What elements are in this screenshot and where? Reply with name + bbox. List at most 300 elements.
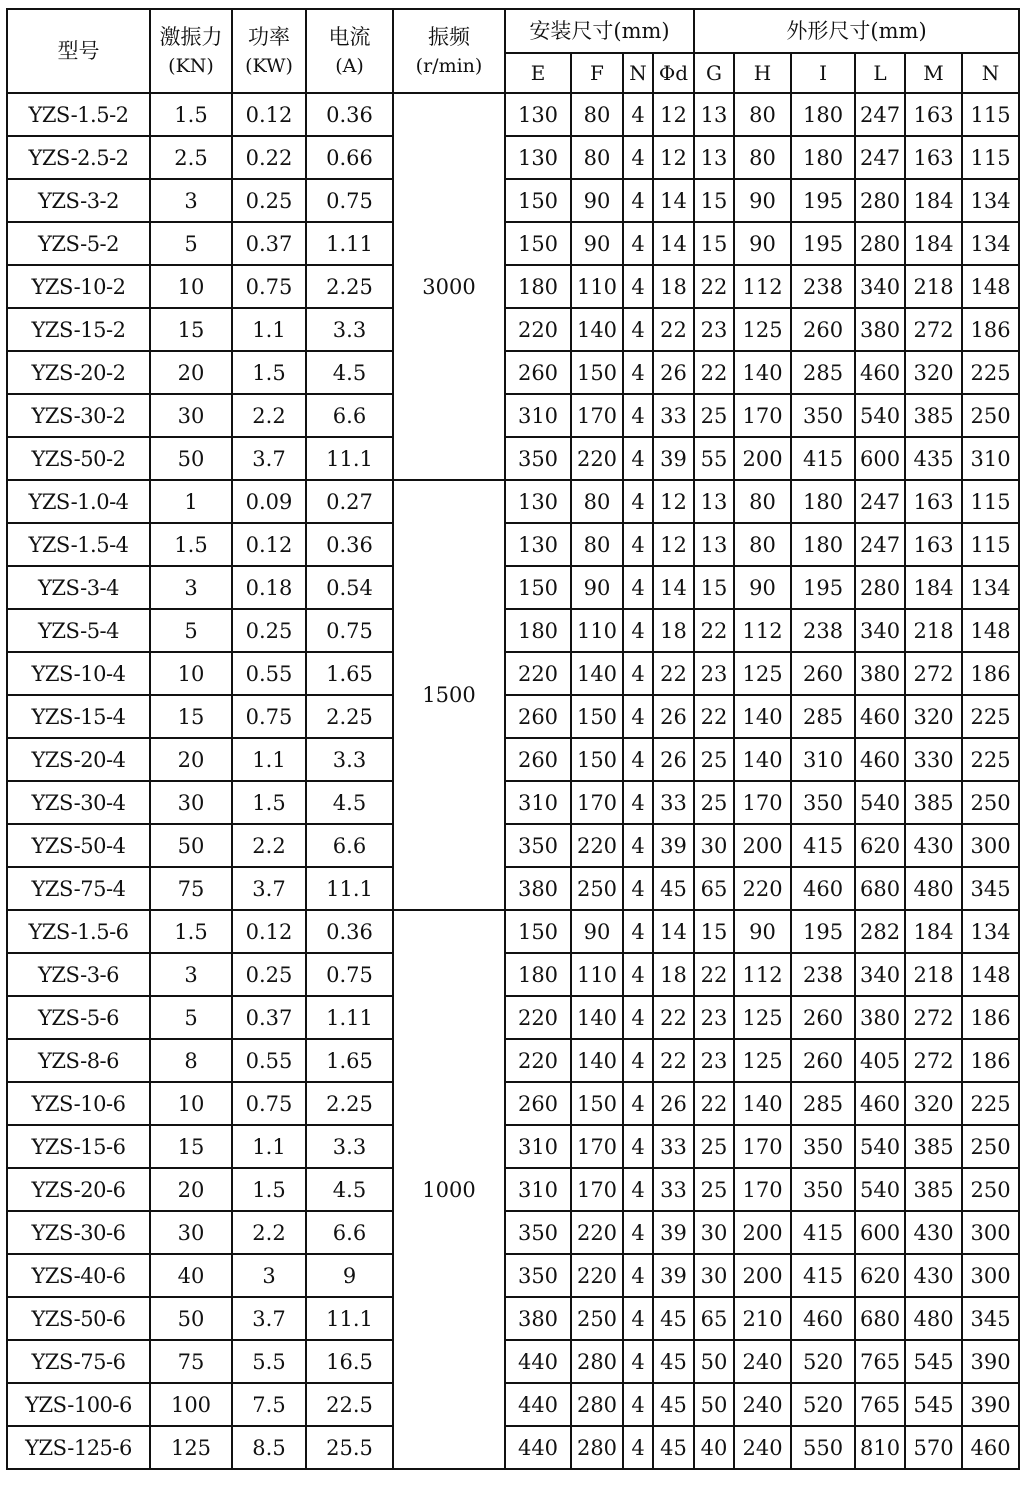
table-cell: 11.1 (306, 437, 393, 480)
table-cell: 350 (505, 1254, 571, 1297)
table-cell: 180 (505, 953, 571, 996)
table-cell: 260 (505, 695, 571, 738)
frequency-cell: 3000 (393, 93, 505, 480)
table-row (7, 1383, 1019, 1426)
table-cell: 380 (855, 652, 905, 695)
table-cell: 350 (505, 824, 571, 867)
model-cell: YZS-1.5-6 (7, 910, 150, 953)
model-cell: YZS-50-6 (7, 1297, 150, 1340)
table-cell: 385 (905, 781, 962, 824)
table-cell: 170 (734, 781, 791, 824)
table-cell: 220 (505, 652, 571, 695)
table-cell: 430 (905, 1211, 962, 1254)
table-cell: 195 (791, 566, 855, 609)
table-cell: 620 (855, 1254, 905, 1297)
table-cell: 380 (855, 308, 905, 351)
table-cell: 4 (623, 566, 653, 609)
table-cell: 112 (734, 609, 791, 652)
table-cell: 1 (150, 480, 232, 523)
table-cell: 0.25 (232, 953, 306, 996)
table-cell: 170 (734, 1125, 791, 1168)
table-cell: 405 (855, 1039, 905, 1082)
table-cell: 90 (734, 566, 791, 609)
header-frequency (393, 9, 505, 93)
table-cell: 90 (734, 910, 791, 953)
table-cell: 148 (962, 953, 1019, 996)
table-cell: 0.12 (232, 93, 306, 136)
table-cell: 480 (905, 867, 962, 910)
table-cell: 285 (791, 1082, 855, 1125)
table-cell: 260 (505, 351, 571, 394)
table-cell: 148 (962, 265, 1019, 308)
table-cell: 250 (962, 1125, 1019, 1168)
table-cell: 23 (694, 996, 734, 1039)
table-cell: 240 (734, 1426, 791, 1469)
model-cell: YZS-20-6 (7, 1168, 150, 1211)
table-row (7, 1340, 1019, 1383)
table-cell: 10 (150, 265, 232, 308)
table-row (7, 1254, 1019, 1297)
table-cell: 280 (571, 1383, 623, 1426)
table-cell: 125 (150, 1426, 232, 1469)
table-cell: 280 (571, 1340, 623, 1383)
table-cell: 130 (505, 136, 571, 179)
table-row (7, 1426, 1019, 1469)
table-cell: 272 (905, 996, 962, 1039)
header-power (232, 9, 306, 93)
table-cell: 12 (653, 480, 694, 523)
header-model: 型号 (7, 9, 150, 93)
table-cell: 26 (653, 738, 694, 781)
model-cell: YZS-8-6 (7, 1039, 150, 1082)
table-cell: 20 (150, 351, 232, 394)
table-cell: 4 (623, 437, 653, 480)
table-cell: 26 (653, 351, 694, 394)
table-cell: 310 (791, 738, 855, 781)
table-cell: 280 (855, 222, 905, 265)
table-cell: 22 (653, 308, 694, 351)
table-cell: 385 (905, 1168, 962, 1211)
table-cell: 3 (150, 566, 232, 609)
table-cell: 545 (905, 1383, 962, 1426)
table-cell: 247 (855, 136, 905, 179)
table-cell: 570 (905, 1426, 962, 1469)
table-cell: 75 (150, 1340, 232, 1383)
model-cell: YZS-75-6 (7, 1340, 150, 1383)
model-cell: YZS-15-2 (7, 308, 150, 351)
table-cell: 3.3 (306, 308, 393, 351)
table-cell: 200 (734, 1254, 791, 1297)
table-cell: 3 (150, 179, 232, 222)
subheader-l: L (855, 53, 905, 93)
table-cell: 186 (962, 652, 1019, 695)
table-row (7, 738, 1019, 781)
table-cell: 25 (694, 1125, 734, 1168)
table-cell: 765 (855, 1340, 905, 1383)
table-row (7, 308, 1019, 351)
table-cell: 18 (653, 953, 694, 996)
table-cell: 10 (150, 652, 232, 695)
table-cell: 4 (623, 1125, 653, 1168)
table-cell: 2.25 (306, 265, 393, 308)
table-cell: 250 (962, 394, 1019, 437)
table-cell: 180 (791, 136, 855, 179)
table-cell: 225 (962, 738, 1019, 781)
table-cell: 4 (623, 867, 653, 910)
table-cell: 200 (734, 1211, 791, 1254)
table-row (7, 480, 1019, 523)
table-cell: 80 (734, 480, 791, 523)
table-cell: 545 (905, 1340, 962, 1383)
table-cell: 26 (653, 695, 694, 738)
table-cell: 13 (694, 480, 734, 523)
table-cell: 15 (694, 910, 734, 953)
table-cell: 65 (694, 867, 734, 910)
table-cell: 4 (623, 351, 653, 394)
table-cell: 0.12 (232, 910, 306, 953)
table-cell: 4 (623, 1426, 653, 1469)
table-cell: 4 (623, 1383, 653, 1426)
table-cell: 80 (734, 523, 791, 566)
table-cell: 22 (653, 996, 694, 1039)
table-cell: 238 (791, 265, 855, 308)
table-cell: 4 (623, 222, 653, 265)
subheader-i: I (791, 53, 855, 93)
table-cell: 4 (623, 93, 653, 136)
table-cell: 0.54 (306, 566, 393, 609)
table-cell: 90 (571, 910, 623, 953)
model-cell: YZS-20-2 (7, 351, 150, 394)
table-cell: 33 (653, 1125, 694, 1168)
table-cell: 40 (694, 1426, 734, 1469)
header-force-label: 激振力 (159, 25, 223, 49)
table-cell: 1.5 (150, 93, 232, 136)
header-power-unit: (KW) (245, 55, 293, 77)
table-cell: 3.3 (306, 1125, 393, 1168)
table-cell: 140 (571, 308, 623, 351)
table-cell: 540 (855, 1168, 905, 1211)
table-cell: 39 (653, 1254, 694, 1297)
table-cell: 195 (791, 910, 855, 953)
table-cell: 150 (505, 910, 571, 953)
model-cell: YZS-5-2 (7, 222, 150, 265)
table-cell: 415 (791, 824, 855, 867)
table-cell: 3 (232, 1254, 306, 1297)
table-row (7, 222, 1019, 265)
table-cell: 0.18 (232, 566, 306, 609)
model-cell: YZS-5-6 (7, 996, 150, 1039)
table-cell: 1.1 (232, 308, 306, 351)
table-cell: 184 (905, 222, 962, 265)
table-cell: 163 (905, 523, 962, 566)
table-cell: 0.22 (232, 136, 306, 179)
table-row (7, 910, 1019, 953)
table-cell: 218 (905, 265, 962, 308)
table-cell: 20 (150, 738, 232, 781)
table-cell: 184 (905, 179, 962, 222)
table-cell: 140 (571, 996, 623, 1039)
table-cell: 300 (962, 1211, 1019, 1254)
table-cell: 22 (653, 1039, 694, 1082)
table-cell: 310 (505, 394, 571, 437)
table-cell: 380 (505, 867, 571, 910)
table-cell: 8 (150, 1039, 232, 1082)
table-cell: 140 (571, 652, 623, 695)
header-frequency-unit: (r/min) (415, 55, 483, 77)
table-cell: 22 (694, 351, 734, 394)
table-cell: 310 (505, 781, 571, 824)
table-cell: 8.5 (232, 1426, 306, 1469)
table-cell: 460 (855, 351, 905, 394)
table-cell: 1.65 (306, 1039, 393, 1082)
table-cell: 180 (791, 93, 855, 136)
table-cell: 440 (505, 1426, 571, 1469)
table-cell: 2.2 (232, 824, 306, 867)
table-cell: 4 (623, 1211, 653, 1254)
table-cell: 5 (150, 222, 232, 265)
table-cell: 22 (694, 609, 734, 652)
table-cell: 260 (505, 1082, 571, 1125)
table-cell: 345 (962, 1297, 1019, 1340)
table-cell: 50 (694, 1340, 734, 1383)
subheader-phi-d: Φd (653, 53, 694, 93)
table-row (7, 609, 1019, 652)
table-cell: 180 (505, 609, 571, 652)
table-cell: 50 (150, 437, 232, 480)
table-cell: 220 (571, 824, 623, 867)
table-cell: 80 (571, 93, 623, 136)
table-cell: 350 (791, 1125, 855, 1168)
table-cell: 14 (653, 222, 694, 265)
table-cell: 15 (150, 1125, 232, 1168)
table-cell: 39 (653, 824, 694, 867)
table-cell: 460 (855, 695, 905, 738)
table-cell: 10 (150, 1082, 232, 1125)
table-row (7, 523, 1019, 566)
table-cell: 310 (505, 1125, 571, 1168)
subheader-n: N (623, 53, 653, 93)
table-cell: 350 (791, 1168, 855, 1211)
model-cell: YZS-2.5-2 (7, 136, 150, 179)
model-cell: YZS-125-6 (7, 1426, 150, 1469)
model-cell: YZS-20-4 (7, 738, 150, 781)
table-cell: 130 (505, 480, 571, 523)
table-cell: 4.5 (306, 781, 393, 824)
spec-table (6, 8, 1020, 1470)
table-cell: 0.75 (232, 265, 306, 308)
table-row (7, 996, 1019, 1039)
table-cell: 460 (791, 1297, 855, 1340)
table-cell: 350 (791, 394, 855, 437)
table-cell: 310 (962, 437, 1019, 480)
table-cell: 220 (505, 996, 571, 1039)
table-cell: 280 (855, 566, 905, 609)
table-cell: 45 (653, 1340, 694, 1383)
table-cell: 272 (905, 1039, 962, 1082)
table-cell: 33 (653, 394, 694, 437)
table-cell: 150 (571, 695, 623, 738)
table-cell: 12 (653, 136, 694, 179)
table-cell: 4 (623, 1039, 653, 1082)
subheader-h: H (734, 53, 791, 93)
table-cell: 250 (571, 867, 623, 910)
table-cell: 4 (623, 480, 653, 523)
table-cell: 4 (623, 1254, 653, 1297)
model-cell: YZS-30-6 (7, 1211, 150, 1254)
table-row (7, 953, 1019, 996)
subheader-m: M (905, 53, 962, 93)
model-cell: YZS-40-6 (7, 1254, 150, 1297)
table-cell: 134 (962, 179, 1019, 222)
table-header (7, 9, 1019, 93)
table-cell: 2.25 (306, 695, 393, 738)
model-cell: YZS-30-4 (7, 781, 150, 824)
table-cell: 540 (855, 394, 905, 437)
table-cell: 225 (962, 351, 1019, 394)
table-body (7, 93, 1019, 1469)
table-cell: 280 (571, 1426, 623, 1469)
header-current-unit: (A) (335, 55, 364, 77)
table-cell: 4.5 (306, 1168, 393, 1211)
table-cell: 20 (150, 1168, 232, 1211)
table-cell: 90 (571, 179, 623, 222)
table-cell: 1.1 (232, 738, 306, 781)
table-cell: 150 (571, 738, 623, 781)
table-cell: 15 (150, 695, 232, 738)
table-cell: 22 (694, 1082, 734, 1125)
table-cell: 2.25 (306, 1082, 393, 1125)
table-cell: 385 (905, 394, 962, 437)
table-cell: 25 (694, 1168, 734, 1211)
table-cell: 80 (571, 480, 623, 523)
table-cell: 280 (855, 179, 905, 222)
table-cell: 218 (905, 953, 962, 996)
model-cell: YZS-10-4 (7, 652, 150, 695)
table-cell: 440 (505, 1383, 571, 1426)
table-cell: 90 (734, 222, 791, 265)
table-cell: 4 (623, 394, 653, 437)
table-cell: 18 (653, 265, 694, 308)
table-cell: 320 (905, 351, 962, 394)
table-cell: 4 (623, 179, 653, 222)
table-cell: 25 (694, 738, 734, 781)
table-cell: 3.7 (232, 437, 306, 480)
table-cell: 6.6 (306, 394, 393, 437)
table-cell: 620 (855, 824, 905, 867)
table-cell: 170 (734, 394, 791, 437)
table-cell: 33 (653, 781, 694, 824)
table-cell: 1.11 (306, 222, 393, 265)
table-cell: 320 (905, 695, 962, 738)
table-cell: 22.5 (306, 1383, 393, 1426)
table-cell: 5.5 (232, 1340, 306, 1383)
table-cell: 0.12 (232, 523, 306, 566)
table-cell: 115 (962, 136, 1019, 179)
table-cell: 415 (791, 1211, 855, 1254)
table-cell: 15 (694, 566, 734, 609)
table-cell: 150 (571, 351, 623, 394)
table-cell: 4 (623, 738, 653, 781)
table-row (7, 437, 1019, 480)
table-cell: 12 (653, 523, 694, 566)
table-cell: 1.5 (232, 351, 306, 394)
table-cell: 540 (855, 781, 905, 824)
table-cell: 480 (905, 1297, 962, 1340)
table-cell: 50 (150, 824, 232, 867)
table-cell: 140 (734, 695, 791, 738)
table-row (7, 695, 1019, 738)
table-cell: 4 (623, 523, 653, 566)
table-cell: 520 (791, 1383, 855, 1426)
table-cell: 4 (623, 1082, 653, 1125)
table-cell: 4 (623, 652, 653, 695)
model-cell: YZS-3-2 (7, 179, 150, 222)
model-cell: YZS-5-4 (7, 609, 150, 652)
table-cell: 247 (855, 523, 905, 566)
table-cell: 4 (623, 910, 653, 953)
table-cell: 90 (571, 222, 623, 265)
table-cell: 30 (694, 1254, 734, 1297)
table-cell: 15 (150, 308, 232, 351)
table-cell: 170 (734, 1168, 791, 1211)
table-cell: 225 (962, 695, 1019, 738)
table-row (7, 1297, 1019, 1340)
table-row (7, 652, 1019, 695)
table-cell: 115 (962, 93, 1019, 136)
table-cell: 220 (505, 308, 571, 351)
header-current-label: 电流 (328, 25, 371, 49)
table-cell: 140 (734, 1082, 791, 1125)
model-cell: YZS-3-6 (7, 953, 150, 996)
table-cell: 180 (505, 265, 571, 308)
table-cell: 4 (623, 824, 653, 867)
table-cell: 1.11 (306, 996, 393, 1039)
table-cell: 5 (150, 996, 232, 1039)
table-cell: 282 (855, 910, 905, 953)
table-cell: 340 (855, 265, 905, 308)
table-row (7, 93, 1019, 136)
model-cell: YZS-1.0-4 (7, 480, 150, 523)
table-cell: 134 (962, 222, 1019, 265)
table-row (7, 867, 1019, 910)
table-cell: 0.36 (306, 523, 393, 566)
table-cell: 600 (855, 437, 905, 480)
table-cell: 285 (791, 695, 855, 738)
table-cell: 0.36 (306, 910, 393, 953)
table-row (7, 179, 1019, 222)
table-cell: 0.25 (232, 609, 306, 652)
table-row (7, 566, 1019, 609)
table-cell: 30 (150, 1211, 232, 1254)
table-cell: 110 (571, 265, 623, 308)
header-outline-dimensions: 外形尺寸(mm) (694, 9, 1019, 53)
table-row (7, 1039, 1019, 1082)
table-cell: 0.75 (306, 953, 393, 996)
model-cell: YZS-3-4 (7, 566, 150, 609)
table-cell: 7.5 (232, 1383, 306, 1426)
table-cell: 1.5 (150, 523, 232, 566)
table-cell: 220 (734, 867, 791, 910)
table-cell: 1.5 (232, 781, 306, 824)
table-cell: 4.5 (306, 351, 393, 394)
table-cell: 9 (306, 1254, 393, 1297)
table-cell: 4 (623, 136, 653, 179)
table-cell: 100 (150, 1383, 232, 1426)
table-cell: 140 (571, 1039, 623, 1082)
frequency-cell: 1000 (393, 910, 505, 1469)
table-row (7, 781, 1019, 824)
table-cell: 0.75 (306, 179, 393, 222)
